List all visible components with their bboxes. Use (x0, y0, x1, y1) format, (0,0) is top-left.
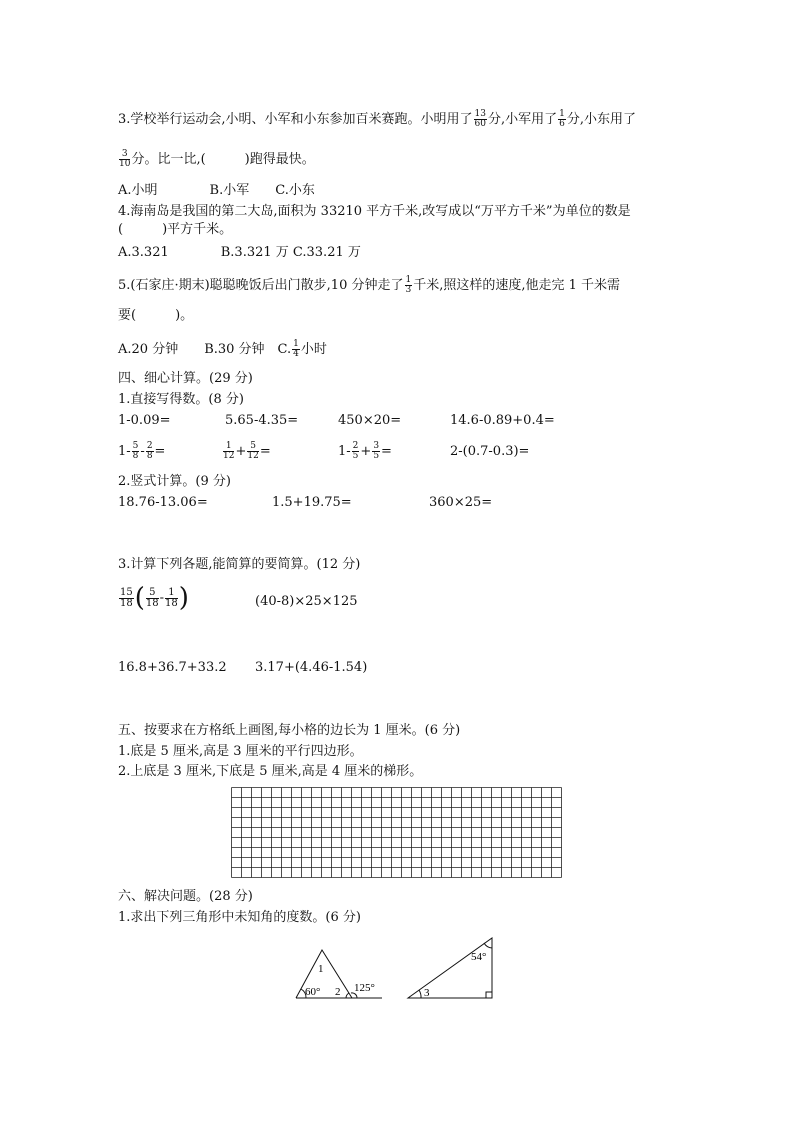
q3-line1 (118, 110, 636, 129)
t1-angle-60: 60° (305, 986, 321, 998)
s4-part1-heading: 1.直接写得数。(8 分) (118, 392, 244, 407)
s5-part1: 1.底是 5 厘米,高是 3 厘米的平行四边形。 (118, 744, 363, 759)
s4-calc3: 16.8+36.7+33.2 (118, 660, 227, 675)
t2-label-3: 3 (424, 987, 430, 999)
section4-title: 四、细心计算。(29 分) (118, 371, 253, 386)
q4-line2: ( )平方千米。 (118, 222, 233, 237)
t1-label-1: 1 (318, 963, 324, 975)
s4-r2b-frac1: $\frac{1}{12}$ (223, 441, 235, 461)
t1-label-2: 2 (335, 986, 341, 998)
q3-text-b: 分,小军用了 (488, 112, 558, 127)
square-grid-paper[interactable] (231, 787, 562, 883)
s4-row1-item4: 14.6-0.89+0.4= (450, 413, 555, 428)
t1-angle-125: 125° (354, 982, 375, 994)
s4-r2c-op: + (360, 444, 372, 459)
t2-angle-54: 54° (471, 951, 487, 963)
q5-option-fraction: $\frac{1}{4}$ (293, 339, 299, 359)
s4-part2-heading: 2.竖式计算。(9 分) (118, 474, 231, 489)
q3-text-d: 分。比一比,( )跑得最快。 (131, 152, 315, 167)
right-paren-icon: ) (178, 583, 189, 613)
q4-options: A.3.321 B.3.321 万 C.33.21 万 (118, 245, 361, 260)
s4-calc1 (118, 585, 189, 612)
q5-options-end: 小时 (300, 342, 327, 357)
s4-row1-item1: 1-0.09= (118, 413, 171, 428)
s4-row2-item2 (222, 442, 271, 461)
s4-c1-op: - (159, 590, 165, 606)
right-triangle-figure-2 (404, 934, 498, 1002)
s4-r2a-frac1: $\frac{5}{8}$ (132, 441, 139, 461)
s4-r2c-eq: = (381, 444, 392, 459)
q3-fraction-3: $\frac{3}{10}$ (119, 149, 131, 169)
s4-r2b-eq: = (259, 444, 271, 459)
s4-c1-frac1: $\frac{15}{18}$ (120, 586, 133, 609)
q3-fraction-2: $\frac{1}{6}$ (559, 109, 565, 129)
s4-r2c-frac2: $\frac{3}{5}$ (373, 441, 380, 461)
s4-part3-heading: 3.计算下列各题,能简算的要简算。(12 分) (118, 557, 361, 572)
s4-r2c-frac1: $\frac{2}{5}$ (352, 441, 359, 461)
q3-options: A.小明 B.小军 C.小东 (118, 183, 315, 198)
triangle-figure-1 (294, 944, 386, 1004)
q5-text-b: 千米,照这样的速度,他走完 1 千米需 (413, 278, 621, 293)
q4-line1: 4.海南岛是我国的第二大岛,面积为 33210 平方千米,改写成以“万平方千米”为单位的数是 (118, 204, 631, 219)
s4-row1-item3: 450×20= (338, 413, 402, 428)
s4-r2b-frac2: $\frac{5}{12}$ (247, 441, 259, 461)
s4-r2a-op: - (140, 444, 145, 459)
s4-c1-frac2: $\frac{5}{18}$ (145, 586, 159, 609)
s4-row2-item3 (338, 442, 392, 461)
s4-r2c-prefix: 1- (338, 444, 351, 459)
s4-c1-frac3: $\frac{1}{18}$ (165, 586, 178, 609)
q5-line2: 要( )。 (118, 308, 194, 323)
triangle-2-shape (408, 938, 492, 998)
q5-fraction: $\frac{1}{3}$ (405, 275, 412, 295)
q5-text-a: 5.(石家庄·期末)聪聪晚饭后出门散步,10 分钟走了 (118, 278, 404, 293)
s5-part2: 2.上底是 3 厘米,下底是 5 厘米,高是 4 厘米的梯形。 (118, 764, 423, 779)
section5-title: 五、按要求在方格纸上画图,每小格的边长为 1 厘米。(6 分) (118, 723, 461, 738)
s4-vertical-item2: 1.5+19.75= (272, 495, 352, 510)
s6-part1: 1.求出下列三角形中未知角的度数。(6 分) (118, 910, 361, 925)
q5-options-text: A.20 分钟 B.30 分钟 C. (118, 342, 292, 357)
s4-row2-item1 (118, 442, 165, 461)
s4-vertical-item1: 18.76-13.06= (118, 495, 208, 510)
q3-line2 (118, 150, 315, 169)
q5-options (118, 340, 327, 359)
s4-calc2: (40-8)×25×125 (255, 594, 358, 609)
section6-title: 六、解决问题。(28 分) (118, 889, 253, 904)
s4-row2-item4: 2-(0.7-0.3)= (450, 444, 530, 459)
q5-line1 (118, 276, 620, 295)
s4-r2a-frac2: $\frac{2}{8}$ (146, 441, 153, 461)
s4-r2a-prefix: 1- (118, 444, 131, 459)
q3-text-a: 3.学校举行运动会,小明、小军和小东参加百米赛跑。小明用了 (118, 112, 473, 127)
s4-vertical-item3: 360×25= (429, 495, 493, 510)
q3-text-c: 分,小东用了 (566, 112, 637, 127)
s4-row1-item2: 5.65-4.35= (225, 413, 299, 428)
q3-fraction-1: $\frac{13}{60}$ (474, 109, 486, 129)
s4-r2a-eq: = (154, 444, 166, 459)
left-paren-icon: ( (134, 583, 145, 613)
s4-calc4: 3.17+(4.46-1.54) (255, 660, 368, 675)
s4-r2b-op: + (235, 444, 247, 459)
